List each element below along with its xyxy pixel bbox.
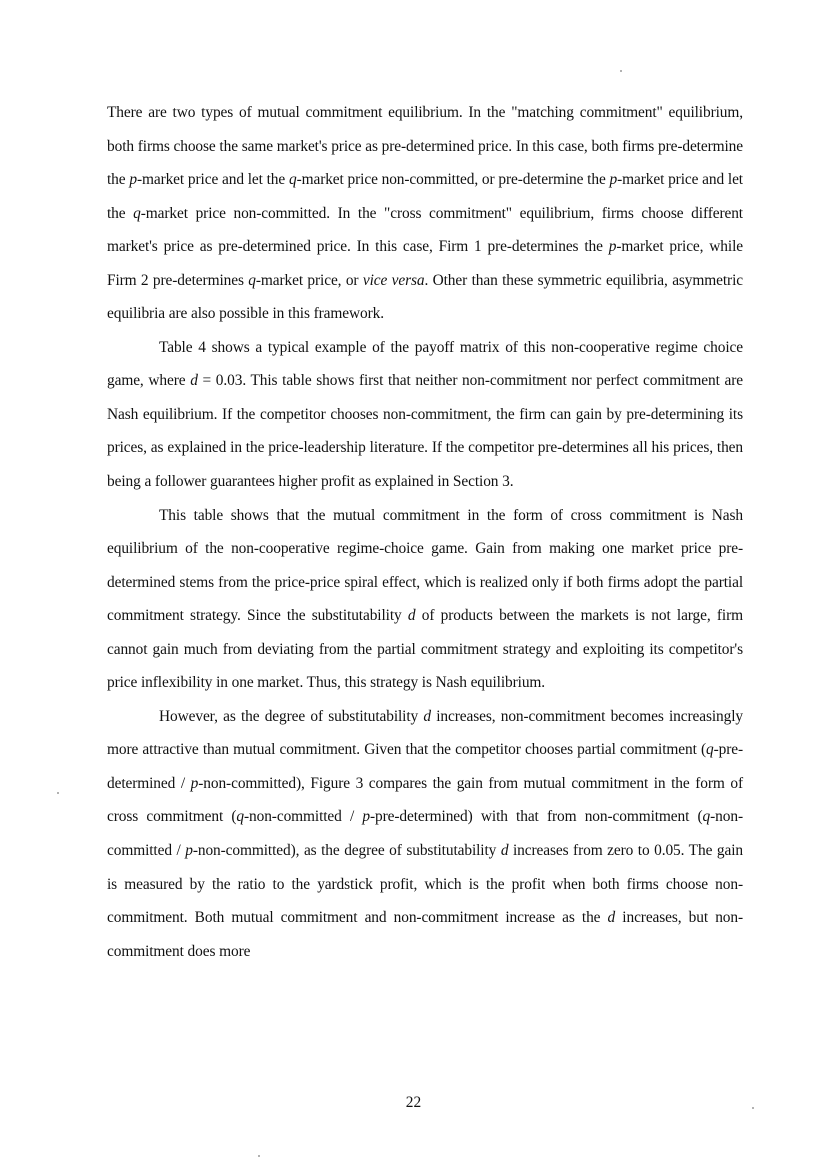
- body-text: [107, 96, 743, 968]
- text-run: However, as the degree of substitutability: [159, 707, 424, 725]
- italic-text: d: [500, 842, 509, 860]
- italic-text: d: [407, 607, 416, 625]
- italic-text: q: [133, 204, 141, 222]
- text-run: -market price non-committed. In the "cross commitment" equilibrium, firms choose different market's price as pre-determined price. In this case, Firm 1 pre-determines the: [107, 204, 743, 256]
- text-run: -non-committed /: [107, 808, 743, 860]
- italic-text: q: [702, 808, 711, 826]
- text-run: -market price and let the: [107, 171, 743, 222]
- text-run: . Other than these symmetric equilibria, asymmetric equilibria are also possible in this framework.: [107, 271, 743, 323]
- italic-text: vice versa: [362, 271, 425, 289]
- italic-text: p: [190, 774, 199, 792]
- text-run: There are two types of mutual commitment equilibrium. In the "matching commitment" equilibrium, both firms choose the same market's price as pre-determined price. In this case, both firms pre-determine the: [107, 104, 743, 189]
- paragraph: [107, 700, 743, 968]
- text-run: -non-committed), Figure 3 compares the gain from mutual commitment in the form of cross commitment (: [107, 774, 743, 826]
- scan-speck: [258, 1155, 260, 1157]
- text-run: -pre-determined /: [107, 741, 743, 792]
- italic-text: q: [705, 741, 714, 759]
- text-run: -market price and let the: [136, 171, 289, 189]
- text-run: Table 4 shows a typical example of the payoff matrix of this non-cooperative regime choice game, where: [107, 338, 743, 390]
- text-run: -non-committed /: [244, 808, 363, 826]
- italic-text: q: [236, 808, 244, 826]
- italic-text: p: [185, 842, 193, 860]
- page-number: 22: [405, 1094, 422, 1111]
- italic-text: p: [609, 171, 618, 189]
- italic-text: p: [608, 238, 617, 256]
- text-run: -market price, or: [255, 271, 363, 289]
- italic-text: d: [607, 909, 616, 927]
- text-run: of products between the markets is not large, firm cannot gain much from deviating from the partial commitment strategy and exploiting its competitor's price inflexibility in one market. Thus, this strategy is Nash equilibrium.: [107, 607, 743, 692]
- text-run: -pre-determined) with that from non-commitment (: [370, 808, 703, 826]
- scan-speck: [752, 1107, 754, 1109]
- text-run: increases from zero to 0.05. The gain is measured by the ratio to the yardstick profit, which is the profit when both firms choose non-commitment. Both mutual commitment and non-commitment increase as the: [107, 842, 743, 927]
- italic-text: d: [190, 372, 198, 390]
- italic-text: p: [129, 171, 137, 189]
- text-run: -market price non-committed, or pre-determine the: [296, 171, 610, 189]
- paragraph: [107, 331, 743, 499]
- text-run: increases, but non-commitment does more: [107, 909, 744, 960]
- text-run: -non-committed), as the degree of substitutability: [192, 842, 501, 860]
- italic-text: q: [248, 271, 256, 289]
- text-run: -market price, while Firm 2 pre-determines: [107, 238, 743, 289]
- paragraph: [107, 499, 743, 700]
- scan-speck: [57, 792, 59, 794]
- scan-speck: [620, 70, 622, 72]
- italic-text: p: [362, 808, 370, 826]
- paragraph: [107, 96, 743, 331]
- text-run: increases, non-commitment becomes increasingly more attractive than mutual commitment. Given that the competitor chooses partial commitment (: [107, 707, 743, 759]
- text-run: This table shows that the mutual commitment in the form of cross commitment is Nash equilibrium of the non-cooperative regime-choice game. Gain from making one market price pre-determined stems from the price-price spiral effect, which is realized only if both firms adopt the partial commitment strategy. Since the substitutability: [107, 506, 743, 625]
- italic-text: d: [423, 707, 431, 725]
- italic-text: q: [288, 171, 297, 189]
- text-run: = 0.03. This table shows first that neither non-commitment nor perfect commitment are Nash equilibrium. If the competitor chooses non-commitment, the firm can gain by pre-determining its prices, as explained in the price-leadership literature. If the competitor pre-determines all his prices, then being a follower guarantees higher profit as explained in Section 3.: [107, 372, 743, 491]
